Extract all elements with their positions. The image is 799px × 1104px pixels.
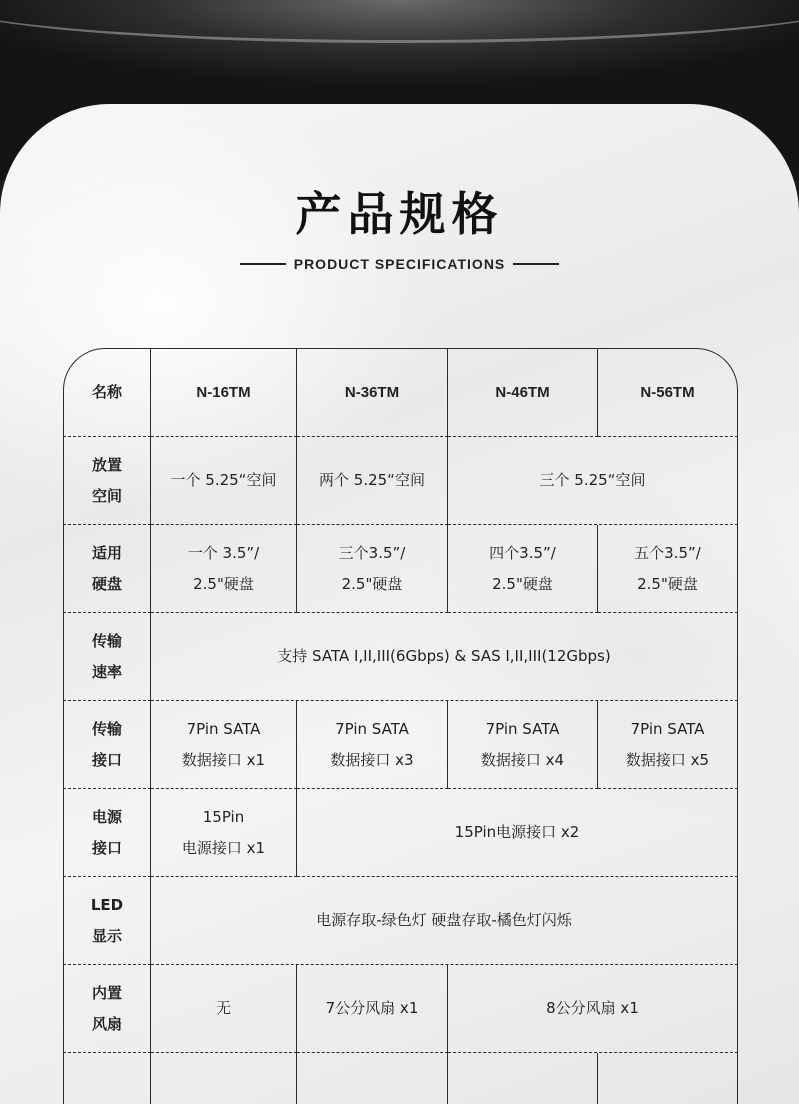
spec-cell-line: 8公分风扇 x1 [546,999,639,1017]
subtitle-right-rule [513,263,559,265]
spec-cell-line: 电源存取-绿色灯 硬盘存取-橘色灯闪烁 [316,911,572,929]
table-row [63,789,738,877]
spec-cell-empty [151,1053,297,1104]
subtitle-row [0,256,799,272]
spec-cell-line: 两个 5.25“空间 [319,471,425,489]
model-header: N-46TM [448,348,598,437]
table-row [63,965,738,1053]
spec-cell-line: 2.5"硬盘 [637,574,698,593]
spec-cell [297,437,448,525]
row-label-line: 接口 [91,838,122,857]
row-label-line: 适用 [91,543,122,562]
spec-cell [297,789,738,877]
spec-card [0,104,799,1104]
spec-cell [151,701,297,789]
spec-cell-line: 7Pin SATA [335,719,409,738]
table-row [63,613,738,701]
row-label-line: 传输 [91,631,122,650]
spec-cell [297,525,448,613]
spec-cell [151,613,738,701]
spec-cell-line: 支持 SATA I,II,III(6Gbps) & SAS I,II,III(12Gbps) [277,647,611,665]
spec-cell-line: 一个 3.5”/ [187,543,260,562]
row-label-line: 电源 [91,807,122,826]
spec-cell [151,965,297,1053]
spec-cell-line: 2.5"硬盘 [193,574,254,593]
spec-cell-empty [448,1053,598,1104]
corner-label: 名称 [63,348,151,437]
spec-cell-line: 四个3.5”/ [489,543,556,562]
model-header: N-16TM [151,348,297,437]
row-label-line: 速率 [91,662,122,681]
row-label [63,437,151,525]
spec-cell [598,525,738,613]
table-row [63,437,738,525]
page-subtitle: PRODUCT SPECIFICATIONS [293,256,506,272]
row-label-line: LED [90,895,124,914]
page-title: 产品规格 [295,187,504,241]
table-header-row [63,348,738,437]
spec-cell-line: 7公分风扇 x1 [325,999,419,1017]
spec-cell [151,877,738,965]
spec-cell [448,701,598,789]
spec-cell-line: 2.5"硬盘 [341,574,403,593]
model-header: N-36TM [297,348,448,437]
spec-cell [151,789,297,877]
spec-cell-line: 数据接口 x4 [480,750,565,769]
row-label [63,613,151,701]
row-label-line: 空间 [91,486,122,505]
spec-cell-line: 电源接口 x1 [181,838,266,857]
spec-cell-line: 7Pin SATA [186,719,261,738]
spec-cell [448,525,598,613]
spec-cell [448,437,738,525]
spec-table [63,348,738,1104]
spec-cell [297,701,448,789]
row-label-line: 显示 [91,926,122,945]
row-label-line: 风扇 [91,1014,122,1033]
table-row-cutoff [63,1053,738,1104]
spec-cell [297,965,448,1053]
row-label-line: 放置 [91,455,122,474]
spec-cell-line: 三个3.5”/ [338,543,406,562]
spec-cell-line: 15Pin电源接口 x2 [454,823,580,841]
spec-cell-line: 数据接口 x3 [330,750,414,769]
row-label-line: 内置 [91,983,122,1002]
spec-cell-line: 7Pin SATA [630,719,705,738]
table-row [63,525,738,613]
spec-cell-line: 三个 5.25“空间 [539,471,646,489]
spec-cell-line: 五个3.5”/ [634,543,701,562]
row-label [63,877,151,965]
spec-cell-line: 一个 5.25“空间 [170,471,277,489]
subtitle-left-rule [240,263,286,265]
spec-cell-line: 数据接口 x5 [625,750,710,769]
row-label [63,965,151,1053]
spec-cell [151,525,297,613]
spec-cell-line: 7Pin SATA [485,719,560,738]
spec-cell [598,701,738,789]
table-row [63,701,738,789]
row-label [63,789,151,877]
row-label-line: 接口 [91,750,122,769]
row-label-line: 硬盘 [91,574,122,593]
model-header: N-56TM [598,348,738,437]
spec-cell-line: 2.5"硬盘 [492,574,553,593]
row-label [63,701,151,789]
spec-table-body [63,348,738,1104]
spec-cell-empty [63,1053,151,1104]
spec-cell [151,437,297,525]
spec-cell-line: 无 [215,999,231,1017]
spec-cell-line: 数据接口 x1 [181,750,266,769]
spec-cell-empty [297,1053,448,1104]
spec-cell [448,965,738,1053]
spec-cell-line: 15Pin [202,807,245,826]
row-label [63,525,151,613]
row-label-line: 传输 [91,719,122,738]
table-row [63,877,738,965]
spec-cell-empty [598,1053,738,1104]
